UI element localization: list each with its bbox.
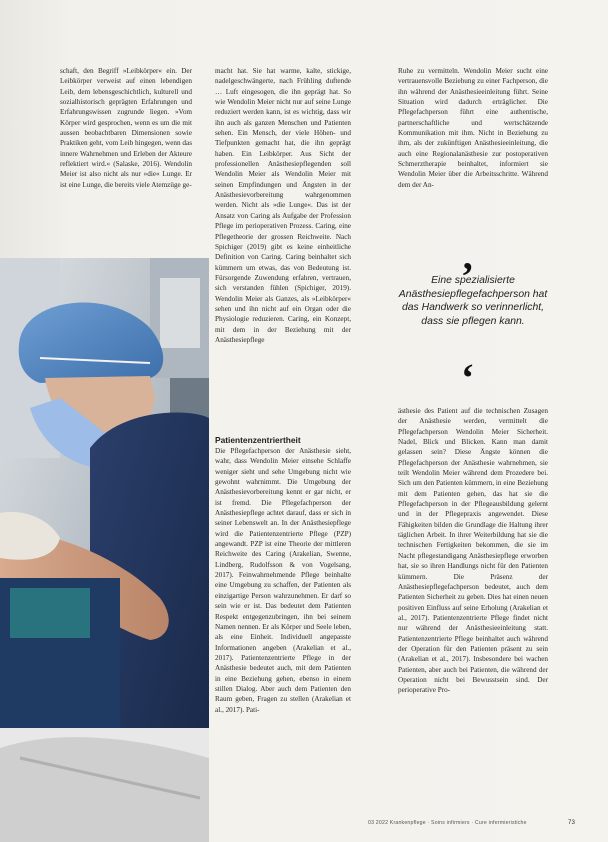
photo-illustration — [0, 258, 209, 842]
footer-publication: 03 2022 Krankenpflege · Soins infirmiers · Cure infermieristiche — [368, 820, 527, 826]
body-text-col3b: ästhesie des Patient auf die technischen Zusagen der Anästhesie werden, vermittelt die Pflegefachperson Wendolin Meier Sicherheit. Nadel, Blick und Blicken. Kann man damit gelassen sein? Diese Ängste können die Pflegefachperson der Anästhesie wahrnehmen, sie teilt Wendolin Meier während dem Prozedere bei. Sich um den Patienten kümmern, in eine Beziehung mit dem Patienten gehen, das hat sie die Pflegefachperson in der Pflegeausbildung gelernt und in der Pflegepraxis angewendet. Diese Fähigkeiten bilden die Grundlage die Haltung ihrer täglichen Arbeit. In ihrer Weiterbildung hat sie die technischen Fertigkeiten bekommen, die sie im Nacht pflegestandigang Anästhesiepflege erworben hat, sie so ihren Handlungs nicht für den Patienten kümmern. Die Präsenz der Anästhesiepflegefachperson bedeutet, auch dem Patienten Sicherheit zu geben. Dies hat einen neuen positiven Einfluss auf seine Erholung (Arakelian et al., 2017). Patientenzentrierte Pflege findet nicht nur während der Anästhesieeinleitung statt. Patientenzentrierte Pflege beinhaltet auch während der Operation für den Patienten präsent zu sein (Arakelian et al., 2017). Insbesondere bei wachen Patienten, aber auch bei Patienten, die während der Operation nicht bei Bewusstsein sind. Der perioperative Pro- — [398, 407, 548, 695]
body-text-col3: Ruhe zu vermitteln. Wendolin Meier sucht eine vertrauensvolle Beziehung zu einer Fachperson, die ihn während der Anästhesieeinleitung führt. Seine Situation wird dadurch erträglicher. Die Pflegefachperson führt eine authentische, partnerschaftliche und wertschätzende Kommunikation mit ihm. Nicht in Beziehung zu ihm, als der zukünftigen Anästhesieeinleitung, die auch eine Regionalanästhesie zur postoperativen Schmerztherapie beinhaltet, informiert sie Wendolin Meier über die Arbeitsschritte. Während dem der An- — [398, 67, 548, 189]
article-column-2-top — [215, 66, 351, 426]
quote-close-mark: ‘ — [461, 355, 475, 400]
body-text-col1: schaft, den Begriff »Leibkörper« ein. Der Leibkörper verweist auf einen lebendigen Leib, dem lebensgeschichtlich, kulturell und sozialhistorisch geprägten Erfahrungen und Erfahrungswissen zugrunde liegen. »Vom Körper wird gesprochen, wenn es um die mit aussen beobachtbaren Dimensionen sowie Praktiken geht, vom Leib hingegen, wenn das innere Wahrnehmen und Erleben der Akteure reflektiert wird.« (Salaske, 2016). Wendolin Meier ist also nicht als nur »die« Lunge. Er ist eine Lunge, die bereits viele Atemzüge ge- — [60, 67, 192, 189]
page-number: 73 — [568, 819, 575, 826]
article-column-1 — [60, 66, 192, 256]
pull-quote-text: Eine spezialisierte Anästhesiepflegefachperson hat das Handwerk so verinnerlicht, dass sie pflegen kann. — [398, 275, 548, 327]
article-column-3-top — [398, 66, 548, 232]
body-text-col2: macht hat. Sie hat warme, kalte, stickige, nadelgeschwängerte, nach Frühling duftende … Luft eingesogen, die ihn geprägt hat. So wie Wendolin Meier nicht nur auf seine Lunge reduziert werden kann, ist es wichtig, dass wir ihn auch als ganzen Menschen und Patienten sehen. Ein Mensch, der viele Höhen- und Tiefpunkten gemacht hat, die ihn geprägt haben. Ein Leibkörper. Aus Sicht der professionellen Anästhesiepflegenden soll Wendolin Meier als Wendolin Meier mit seinen Empfindungen und Ängsten in der Anästhesievorbereitung wahrgenommen werden. Nicht als »die Lunge«. Das ist der Ansatz von Caring als Aufgabe der Profession Pflege im perioperativen Prozess. Caring, eine Pflegetheorie der grossen Reichweite. Nach Spichiger (2019) gibt es keine einheitliche Definition von Caring. Caring beinhaltet sich kümmern um etwas, das von Bedeutung ist. Fürsorgende Zuwendung erfahren, vertrauen, sich verstanden fühlen (Spichiger, 2019). Wendolin Meier als Ganzes, als »Leibkörper« sehen und ihn nicht auf ein Organ oder die Physiologie reduzieren. Caring, ein Konzept, mit dem in der Beziehung mit der Anästhesiepflege — [215, 67, 351, 344]
quote-open-mark: ‚ — [461, 233, 475, 278]
anesthesia-nurse-photo — [0, 258, 209, 842]
pull-quote — [398, 233, 548, 406]
article-column-2-bottom — [215, 446, 351, 806]
article-column-3-bottom — [398, 406, 548, 806]
section-heading: Patientenzentriertheit — [215, 435, 301, 445]
body-text-col2b: Die Pflegefachperson der Anästhesie sieht, wahr, dass Wendolin Meier einsehe Schlaffe weniger sieht und sehe Umgebung nicht wie gewohnt wahrnimmt. Die Umgebung der Anästhesievorbereitung kennt er gar nicht, er ist fremd. Die Pflegefachperson der Anästhesiepflege achtet darauf, dass er sich in seiner Lebenswelt an. In der Anästhesiepflege wird die Patientenzentrierte Pflege (PZP) angewandt. PZP ist eine Theorie der mittleren Reichweite des Caring (Arakelian, Swenne, Lindberg, Rudolfsson & von Vogelsang, 2017). Feinwahrnehmende Pflege beinhalte eine Umgebung zu schaffen, der Patienten als einzigartige Person wahrzunehmen. Er darf so sein wie er ist. Das bedeutet dem Patienten Respekt entgegenzubringen, ihn bei seinem Namen nennen. Er als Körper und Seele leben, als eine Einheit. Individuell angepasste Informationen angeben (Arakelian et al., 2017). Patientenzentrierte Pflege in der Anästhesie bedeutet auch, mit dem Patienten in eine Beziehung gehen, ebenso in einem stillen Dialog. Aber auch dem Patienten den Raum geben, Fragen zu stellen (Arakelian et al., 2017). Pati- — [215, 447, 351, 714]
